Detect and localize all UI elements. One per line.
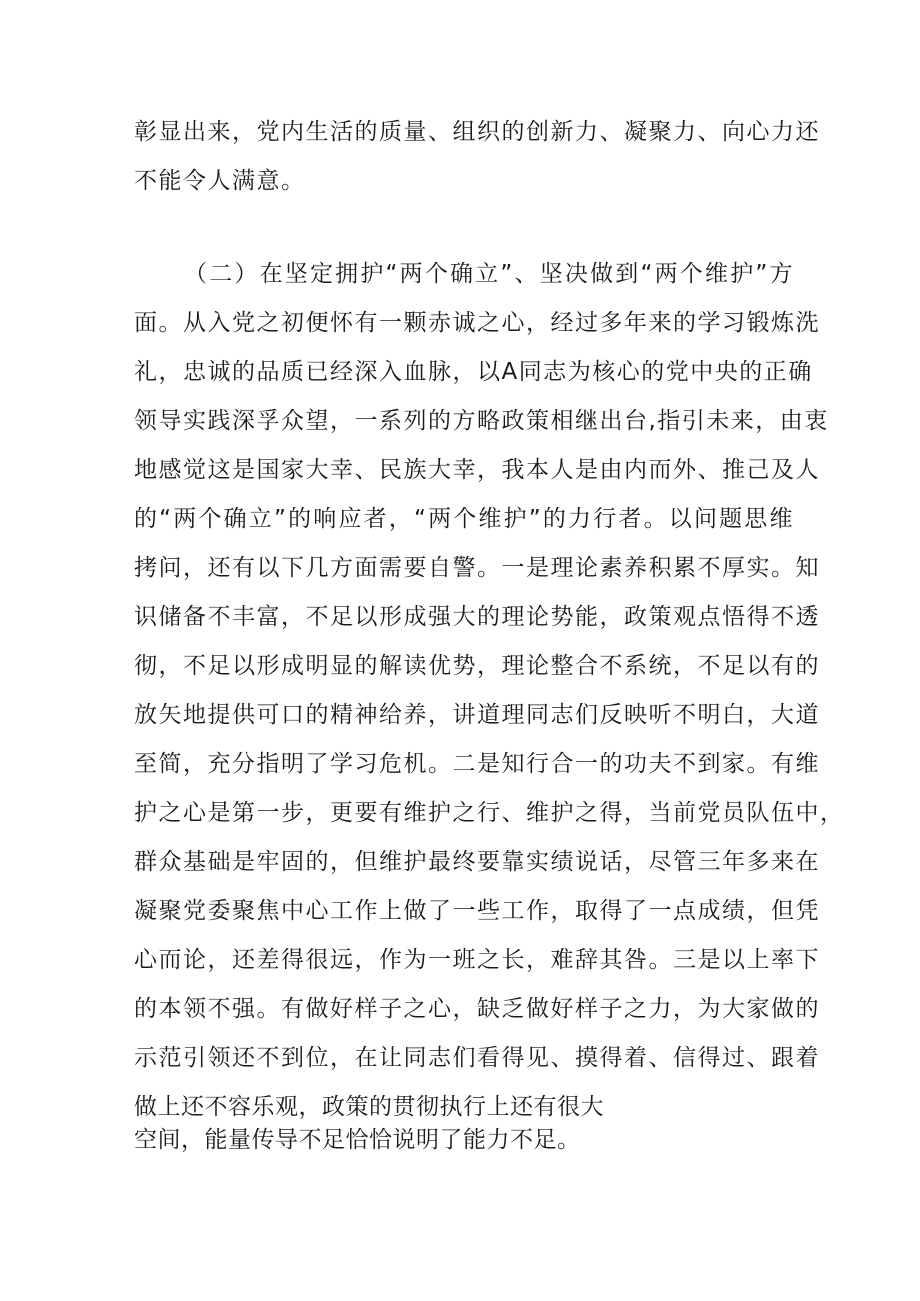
paragraph-line: 至简，充分指明了学习危机。二是知行合一的功夫不到家。有维	[134, 751, 820, 777]
paragraph-line: 的本领不强。有做好样子之心，缺乏做好样子之力，为大家做的	[134, 996, 820, 1022]
paragraph-line: 凝聚党委聚焦中心工作上做了一些工作，取得了一点成绩，但凭	[134, 898, 820, 924]
paragraph-line: 护之心是第一步，更要有维护之行、维护之得，当前党员队伍中，	[134, 800, 845, 826]
paragraph-line: 心而论，还差得很远，作为一班之长，难辞其咎。三是以上率下	[134, 947, 820, 973]
paragraph-line: 群众基础是牢固的，但维护最终要靠实绩说话，尽管三年多来在	[134, 849, 820, 875]
paragraph-line: 做上还不容乐观，政策的贯彻执行上还有很大	[134, 1094, 604, 1120]
paragraph-line: 的“两个确立”的响应者，“两个维护”的力行者。以问题思维	[134, 506, 794, 532]
paragraph-line: 彻，不足以形成明显的解读优势，理论整合不系统，不足以有的	[134, 653, 820, 679]
paragraph-line: 识储备不丰富，不足以形成强大的理论势能，政策观点悟得不透	[134, 604, 820, 630]
paragraph-line: 拷问，还有以下几方面需要自警。一是理论素养积累不厚实。知	[134, 555, 820, 581]
paragraph-line: 示范引领还不到位，在让同志们看得见、摸得着、信得过、跟着	[134, 1045, 820, 1071]
paragraph-line: 地感觉这是国家大幸、民族大幸，我本人是由内而外、推己及人	[134, 457, 820, 483]
paragraph-line: 面。从入党之初便怀有一颗赤诚之心，经过多年来的学习锻炼洗	[134, 310, 820, 336]
paragraph-line: 领导实践深孚众望，一系列的方略政策相继出台,指引未来，由衷	[134, 408, 829, 434]
paragraph-line: 礼，忠诚的品质已经深入血脉，以A同志为核心的党中央的正确	[134, 359, 813, 385]
paragraph-line: （二）在坚定拥护“两个确立”、坚决做到“两个维护”方	[184, 261, 794, 287]
paragraph-line: 放矢地提供可口的精神给养，讲道理同志们反映听不明白，大道	[134, 702, 820, 728]
paragraph-line: 彰显出来，党内生活的质量、组织的创新力、凝聚力、向心力还	[134, 119, 820, 145]
paragraph-line: 空间，能量传导不足恰恰说明了能力不足。	[134, 1127, 581, 1153]
paragraph-line: 不能令人满意。	[134, 168, 306, 194]
